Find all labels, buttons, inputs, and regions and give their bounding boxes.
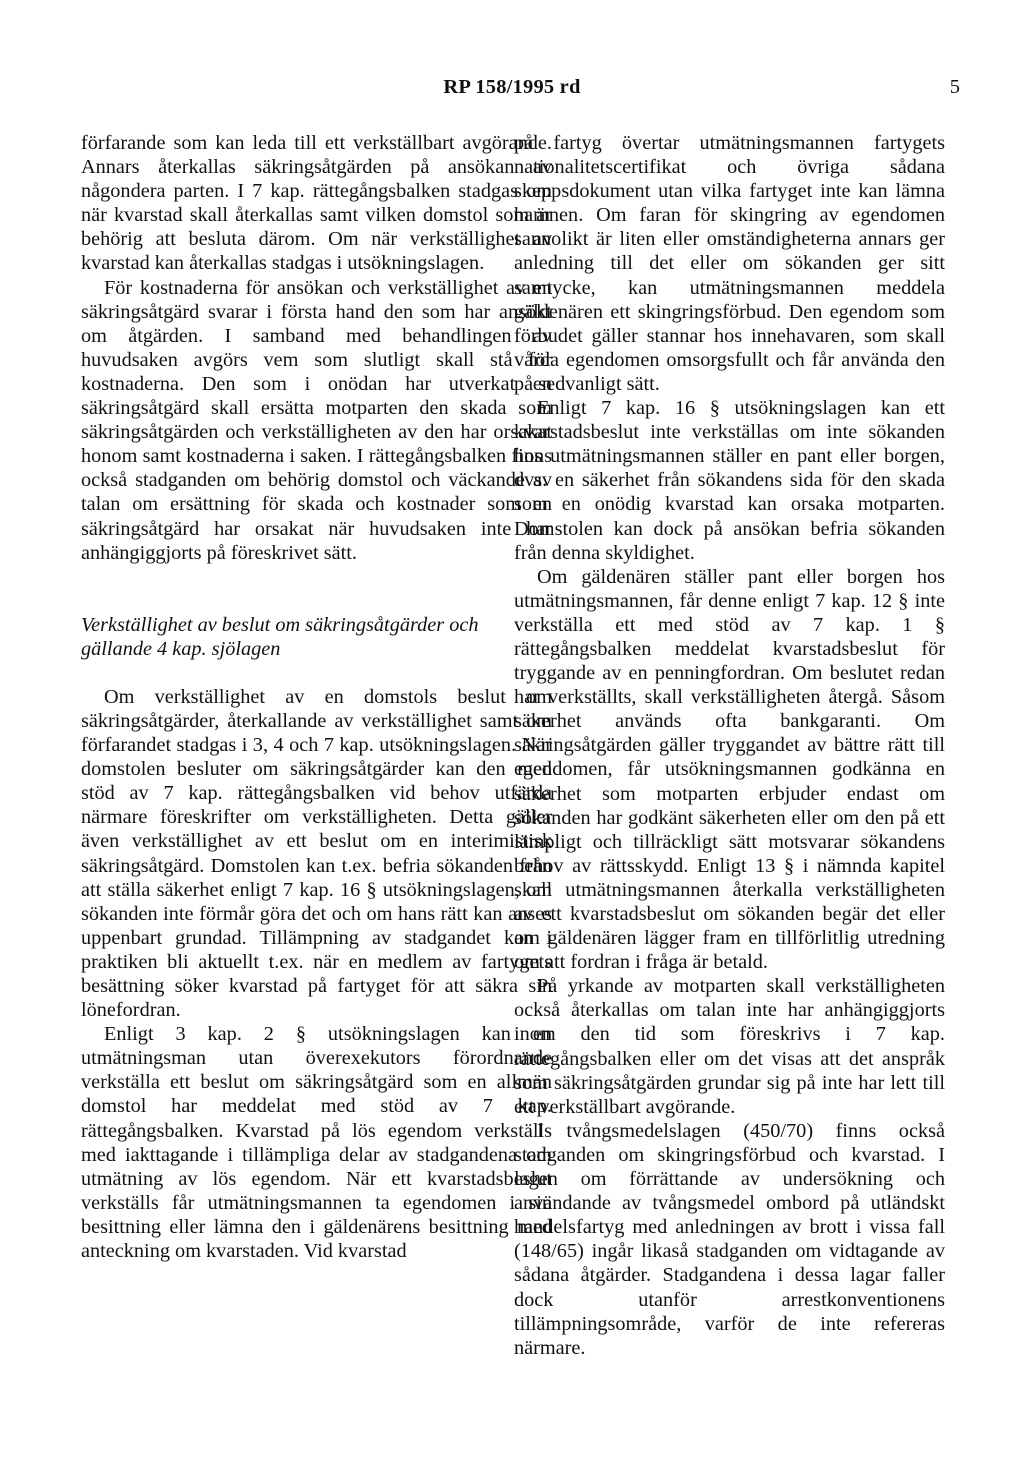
spacer	[81, 589, 552, 613]
right-column	[514, 131, 945, 1360]
spacer	[81, 661, 552, 685]
page-number: 5	[949, 76, 960, 98]
paragraph: För kostnaderna för ansökan och verkställighet av en säkringsåtgärd svarar i första hand den som har ansökt om åtgärden. I samband med behandlingen av huvudsaken avgörs vem som slutligt skall stå för kostnaderna. Den som i onödan har utverkat en säkringsåtgärd skall ersätta motparten den skada som säkringsåtgärden och verkställigheten av den har orsakat honom samt kostnaderna i saken. I rättegångsbalken finns också stadganden om behörig domstol och väckande av talan om ersättning för skada och kostnader som en säkringsåtgärd har orsakat när huvudsaken inte har anhängiggjorts på föreskrivet sätt.	[81, 276, 552, 564]
left-column	[81, 131, 552, 1263]
spacer	[81, 565, 552, 589]
paragraph: Enligt 7 kap. 16 § utsökningslagen kan ett kvarstadsbeslut inte verkställas om inte sökanden hos utmätningsmannen ställer en pant eller borgen, dvs. en säkerhet från sökandens sida för den skada som en onödig kvarstad kan orsaka motparten. Domstolen kan dock på ansökan befria sökanden från denna skyldighet.	[514, 397, 945, 564]
paragraph: på fartyg övertar utmätningsmannen fartygets nationalitetscertifikat och övriga sådana skeppsdokument utan vilka fartyget inte kan lämna hamnen. Om faran för skingring av egendomen sannolikt är liten eller omständigheterna annars ger anledning till det eller om sökanden ger sitt samtycke, kan utmätningsmannen meddela gäldenären ett skingringsförbud. Den egendom som förbudet gäller stannar hos innehavaren, som skall vårda egendomen omsorgsfullt och får använda den på sedvanligt sätt.	[514, 132, 945, 395]
document-title: RP 158/1995 rd	[443, 76, 581, 98]
paragraph: Om verkställighet av en domstols beslut om säkringsåtgärder, återkallande av verkställighet samt om förfarandet stadgas i 3, 4 och 7 kap. utsökningslagen. När domstolen besluter om säkringsåtgärder kan den med stöd av 7 kap. rättegångsbalken vid behov utfärda närmare föreskrifter om verkställigheten. Detta gäller även verkställighet av ett beslut om en interimistisk säkringsåtgärd. Domstolen kan t.ex. befria sökanden från att ställa säkerhet enligt 7 kap. 16 § utsökningslagen, om sökanden inte förmår göra det och om hans rätt kan anses uppenbart grundad. Tillämpning av stadgandet kan i praktiken bli aktuellt t.ex. när en medlem av fartygets besättning söker kvarstad på fartyget för att säkra sin lönefordran.	[81, 685, 552, 1022]
paragraph: Enligt 3 kap. 2 § utsökningslagen kan en utmätningsman utan överexekutors förordnande verkställa ett beslut om säkringsåtgärd som en allmän domstol har meddelat med stöd av 7 kap. rättegångsbalken. Kvarstad på lös egendom verkställs med iakttagande i tillämpliga delar av stadgandena om utmätning av lös egendom. När ett kvarstadsbeslut verkställs får utmätningsmannen ta egendomen i sin besittning eller lämna den i gäldenärens besittning med anteckning om kvarstaden. Vid kvarstad	[81, 1023, 552, 1263]
page-header	[0, 76, 1024, 106]
paragraph: På yrkande av motparten skall verkställigheten också återkallas om talan inte har anhängiggjorts inom den tid som föreskrivs i 7 kap. rättegångsbalken eller om det visas att det anspråk som säkringsåtgärden grundar sig på inte har lett till ett verkställbart avgörande.	[514, 975, 945, 1118]
paragraph: förfarande som kan leda till ett verkställbart avgörande. Annars återkallas säkringsåtgärden på ansökan av någondera parten. I 7 kap. rättegångsbalken stadgas om när kvarstad skall återkallas samt vilken domstol som är behörig att besluta därom. Om när verkställighet av kvarstad kan återkallas stadgas i utsökningslagen.	[81, 132, 552, 275]
paragraph: Om gäldenären ställer pant eller borgen hos utmätningsmannen, får denne enligt 7 kap. 12 § inte verkställa ett med stöd av 7 kap. 1 § rättegångsbalken meddelat kvarstadsbeslut för tryggande av en penningfordran. Om beslutet redan har verkställts, skall verkställigheten återgå. Såsom säkerhet används ofta bankgaranti. Om säkringsåtgärden gäller tryggandet av bättre rätt till egendomen, får utsökningsmannen godkänna en säkerhet som motparten erbjuder endast om sökanden har godkänt säkerheten eller om den på ett lämpligt och tillräckligt sätt motsvarar sökandens behov av rättsskydd. Enligt 13 § i nämnda kapitel skall utmätningsmannen återkalla verkställigheten av ett kvarstadsbeslut om sökanden begär det eller om gäldenären lägger fram en tillförlitlig utredning om att fordran i fråga är betald.	[514, 565, 945, 974]
paragraph: I tvångsmedelslagen (450/70) finns också stadganden om skingringsförbud och kvarstad. I lagen om förrättande av undersökning och användande av tvångsmedel ombord på utländskt handelsfartyg med anledningen av brott i vissa fall (148/65) ingår likaså stadganden om vidtagande av sådana åtgärder. Stadgandena i dessa lagar faller dock utanför arrestkonventionens tillämpningsområde, varför de inte refereras närmare.	[514, 1119, 945, 1359]
section-heading: Verkställighet av beslut om säkringsåtgärder och gällande 4 kap. sjölagen	[81, 613, 479, 660]
